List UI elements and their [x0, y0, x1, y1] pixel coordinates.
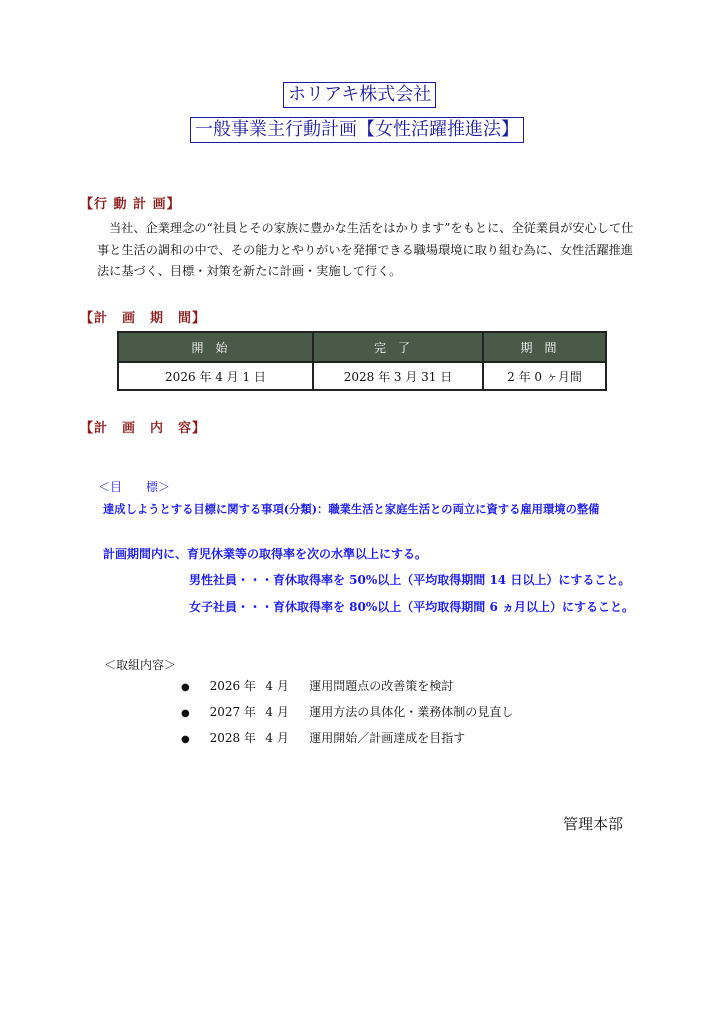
list-item	[181, 729, 513, 755]
period-start-date: 2026 年 4 月 1 日	[118, 362, 313, 390]
period-col-end: 完了	[313, 332, 483, 362]
period-end-date: 2028 年 3 月 31 日	[313, 362, 483, 390]
action-text: 運用開始／計画達成を目指す	[309, 731, 466, 745]
action-month: 4 月	[265, 731, 289, 745]
content-heading: 【計 画 内 容】	[80, 421, 207, 436]
period-table	[117, 331, 607, 391]
company-name: ホリアキ株式会社	[283, 82, 436, 108]
action-month: 4 月	[265, 705, 289, 719]
period-table-header-row	[118, 332, 606, 362]
period-heading: 【計 画 期 間】	[80, 311, 207, 326]
goal-women: 女子社員・・・育休取得率を 80%以上（平均取得期間 6 ヵ月以上）にすること。	[189, 600, 634, 614]
period-col-start: 開始	[118, 332, 313, 362]
goal-label: ＜目 標＞	[98, 480, 171, 494]
action-plan-body: 当社、企業理念の“社員とその家族に豊かな生活をはかります”をもとに、全従業員が安心して仕事と生活の調和の中で、その能力とやりがいを発揮できる職場環境に取り組む為に、女性活躍推進法に基づく、目標・対策を新たに計画・実施して行く。	[97, 221, 634, 278]
action-list	[181, 677, 513, 755]
action-year: 2027 年	[209, 705, 256, 719]
goal-men: 男性社員・・・育休取得率を 50%以上（平均取得期間 14 日以上）にすること。	[189, 573, 631, 587]
action-year: 2028 年	[209, 731, 256, 745]
department-signature: 管理本部	[563, 815, 624, 833]
goal-intro: 計画期間内に、育児休業等の取得率を次の水準以上にする。	[103, 547, 428, 561]
list-item	[181, 677, 513, 703]
action-year: 2026 年	[209, 679, 256, 693]
document-title: 一般事業主行動計画【女性活躍推進法】	[190, 117, 524, 143]
action-plan-heading: 【行 動 計 画】	[80, 197, 181, 212]
bullet-icon: ●	[181, 734, 190, 745]
action-month: 4 月	[265, 679, 289, 693]
bullet-icon: ●	[181, 708, 190, 719]
period-duration: 2 年 0 ヶ月間	[483, 362, 606, 390]
action-text: 運用方法の具体化・業務体制の見直し	[309, 705, 514, 719]
action-text: 運用問題点の改善策を検討	[309, 679, 454, 693]
actions-label: ＜取組内容＞	[104, 658, 177, 672]
list-item	[181, 703, 513, 729]
goal-category: 達成しようとする目標に関する事項(分類)：職業生活と家庭生活との両立に資する雇用環境の整備	[103, 502, 600, 516]
period-col-duration: 期間	[483, 332, 606, 362]
bullet-icon: ●	[181, 682, 190, 693]
period-table-row	[118, 362, 606, 390]
